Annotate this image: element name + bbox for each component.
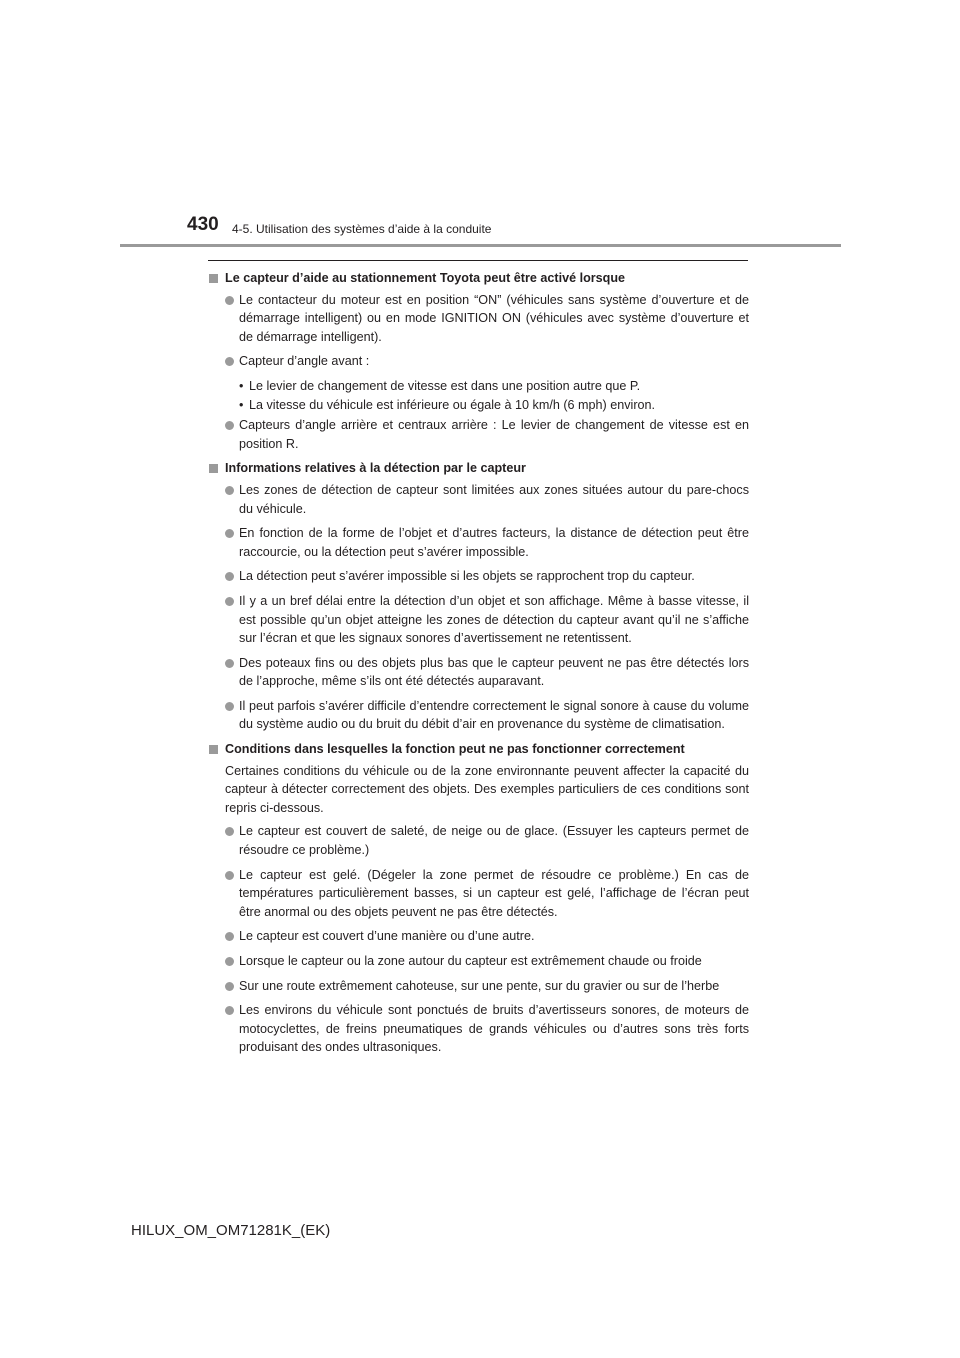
sub-list xyxy=(209,377,749,414)
round-bullet-icon xyxy=(225,982,234,991)
round-bullet-icon xyxy=(225,871,234,880)
sub-bullet-icon: • xyxy=(239,397,244,412)
bullet-item: Lorsque le capteur ou la zone autour du capteur est extrêmement chaude ou froide xyxy=(209,952,749,971)
bullet-item: Capteurs d’angle arrière et centraux arrière : Le levier de changement de vitesse est en position R. xyxy=(209,416,749,453)
page-number: 430 xyxy=(187,214,219,235)
sub-bullet-icon: • xyxy=(239,378,244,393)
bullet-item: Des poteaux fins ou des objets plus bas que le capteur peuvent ne pas être détectés lors de l’approche, même s’ils ont été détectés auparavant. xyxy=(209,654,749,691)
round-bullet-icon xyxy=(225,932,234,941)
bullet-item: Il y a un bref délai entre la détection d’un objet et son affichage. Même à basse vitesse, il est possible qu’un objet atteigne les zones de détection du capteur avant qu’il ne s’affiche sur l’écran et que les signaux sonores d’avertissement ne retentissent. xyxy=(209,592,749,648)
round-bullet-icon xyxy=(225,421,234,430)
section-heading: Le capteur d’aide au stationnement Toyota peut être activé lorsque xyxy=(209,269,749,288)
bullet-item: Il peut parfois s’avérer difficile d’entendre correctement le signal sonore à cause du volume du système audio ou du bruit du débit d’air en provenance du système de climatisation. xyxy=(209,697,749,734)
chapter-title: 4-5. Utilisation des systèmes d’aide à la conduite xyxy=(232,222,492,236)
round-bullet-icon xyxy=(225,827,234,836)
round-bullet-icon xyxy=(225,357,234,366)
round-bullet-icon xyxy=(225,597,234,606)
top-rule xyxy=(208,260,748,261)
round-bullet-icon xyxy=(225,957,234,966)
bullet-item: Les zones de détection de capteur sont limitées aux zones situées autour du pare-chocs du véhicule. xyxy=(209,481,749,518)
bullet-item: Le capteur est couvert d’une manière ou d’une autre. xyxy=(209,927,749,946)
square-bullet-icon xyxy=(209,464,218,473)
bullet-item: Capteur d’angle avant : xyxy=(209,352,749,371)
round-bullet-icon xyxy=(225,296,234,305)
bullet-item: Les environs du véhicule sont ponctués de bruits d’avertisseurs sonores, de moteurs de motocyclettes, de freins pneumatiques de grands véhicules ou d’autres sons très forts produisant des ondes ultrasoniques. xyxy=(209,1001,749,1057)
square-bullet-icon xyxy=(209,745,218,754)
sub-item: • Le levier de changement de vitesse est dans une position autre que P. xyxy=(209,377,749,396)
footer-code: HILUX_OM_OM71281K_(EK) xyxy=(131,1222,331,1239)
round-bullet-icon xyxy=(225,572,234,581)
bullet-item: Le capteur est gelé. (Dégeler la zone permet de résoudre ce problème.) En cas de températures particulièrement basses, si un capteur est gelé, l’affichage de l’écran peut être anormal ou des objets peuvent ne pas être détectés. xyxy=(209,866,749,922)
content xyxy=(209,269,749,1063)
bullet-item: Le contacteur du moteur est en position “ON” (véhicules sans système d’ouverture et de démarrage intelligent) ou en mode IGNITION ON (véhicules avec système d’ouverture et de démarrage intelligent). xyxy=(209,291,749,347)
round-bullet-icon xyxy=(225,486,234,495)
round-bullet-icon xyxy=(225,702,234,711)
round-bullet-icon xyxy=(225,529,234,538)
round-bullet-icon xyxy=(225,1006,234,1015)
section-heading: Conditions dans lesquelles la fonction peut ne pas fonctionner correctement xyxy=(209,740,749,759)
square-bullet-icon xyxy=(209,274,218,283)
round-bullet-icon xyxy=(225,659,234,668)
sub-item: • La vitesse du véhicule est inférieure ou égale à 10 km/h (6 mph) environ. xyxy=(209,396,749,415)
section-heading: Informations relatives à la détection par le capteur xyxy=(209,459,749,478)
bullet-item: En fonction de la forme de l’objet et d’autres facteurs, la distance de détection peut être raccourcie, ou la détection peut s’avérer impossible. xyxy=(209,524,749,561)
section-intro: Certaines conditions du véhicule ou de la zone environnante peuvent affecter la capacité du capteur à détecter correctement des objets. Des exemples particuliers de ces conditions sont repris ci-dessous. xyxy=(225,763,749,815)
bullet-item: Le capteur est couvert de saleté, de neige ou de glace. (Essuyer les capteurs permet de résoudre ce problème.) xyxy=(209,822,749,859)
header-rule xyxy=(120,244,841,247)
bullet-item: La détection peut s’avérer impossible si les objets se rapprochent trop du capteur. xyxy=(209,567,749,586)
bullet-item: Sur une route extrêmement cahoteuse, sur une pente, sur du gravier ou sur de l’herbe xyxy=(209,977,749,996)
